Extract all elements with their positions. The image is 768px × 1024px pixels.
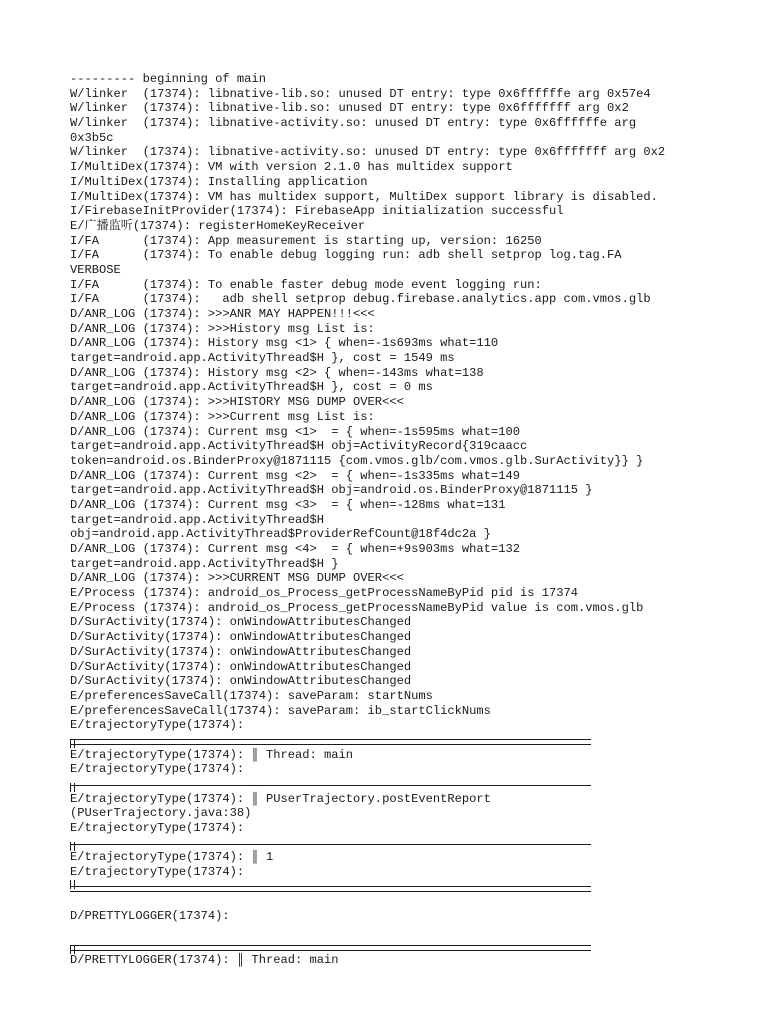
log-line: W/linker (17374): libnative-lib.so: unused DT entry: type 0x6fffffff arg 0x2 xyxy=(70,101,629,116)
box-border-line xyxy=(70,785,591,786)
log-line: D/ANR_LOG (17374): >>>ANR MAY HAPPEN!!!<<< xyxy=(70,307,375,321)
log-line: I/MultiDex(17374): Installing application xyxy=(70,174,368,189)
box-border-corner xyxy=(70,783,75,792)
box-border-rule-mid xyxy=(70,836,710,851)
box-border-rule-top xyxy=(70,733,710,748)
log-line: E/trajectoryType(17374): xyxy=(70,718,245,733)
log-line: D/ANR_LOG (17374): >>>History msg List is: xyxy=(70,321,375,336)
log-line: I/FA (17374): App measurement is starting up, version: 16250 xyxy=(70,233,542,248)
log-line: E/trajectoryType(17374): xyxy=(70,762,245,777)
blank-line xyxy=(70,895,710,910)
log-line: D/ANR_LOG (17374): >>>Current msg List is: xyxy=(70,409,375,424)
log-line: D/ANR_LOG (17374): Current msg <2> = { when=-1s335ms what=149 xyxy=(70,468,520,483)
log-line: E/trajectoryType(17374): xyxy=(70,865,245,880)
log-line: D/ANR_LOG (17374): History msg <1> { when=-1s693ms what=110 xyxy=(70,336,499,351)
log-line: E/preferencesSaveCall(17374): saveParam: startNums xyxy=(70,688,433,703)
log-line: E/trajectoryType(17374): ║ Thread: main xyxy=(70,747,354,762)
log-text-body xyxy=(70,72,710,968)
log-line: D/PRETTYLOGGER(17374): ║ Thread: main xyxy=(70,953,339,968)
log-line: VERBOSE xyxy=(70,262,121,277)
log-line: target=android.app.ActivityThread$H obj=ActivityRecord{319caacc xyxy=(70,439,528,454)
box-border-rule-mid xyxy=(70,777,710,792)
box-border-corner xyxy=(70,945,75,954)
log-line: D/SurActivity(17374): onWindowAttributesChanged xyxy=(70,644,412,659)
log-line: target=android.app.ActivityThread$H }, cost = 0 ms xyxy=(70,380,433,395)
log-line: D/ANR_LOG (17374): History msg <2> { when=-143ms what=138 xyxy=(70,365,484,380)
log-line: 0x3b5c xyxy=(70,130,114,145)
log-line: W/linker (17374): libnative-lib.so: unused DT entry: type 0x6ffffffe arg 0x57e4 xyxy=(70,86,651,101)
log-line: I/MultiDex(17374): VM with version 2.1.0 has multidex support xyxy=(70,160,513,175)
log-line: I/FirebaseInitProvider(17374): FirebaseApp initialization successful xyxy=(70,204,564,219)
log-line: target=android.app.ActivityThread$H } xyxy=(70,556,339,571)
log-line: target=android.app.ActivityThread$H xyxy=(70,512,325,527)
log-line: I/MultiDex(17374): VM has multidex support, MultiDex support library is disabled. xyxy=(70,189,658,204)
log-line: token=android.os.BinderProxy@1871115 {com.vmos.glb/com.vmos.glb.SurActivity}} } xyxy=(70,453,644,468)
blank-line xyxy=(70,924,710,939)
log-line: E/Process (17374): android_os_Process_getProcessNameByPid value is com.vmos.glb xyxy=(70,600,644,615)
log-line: D/SurActivity(17374): onWindowAttributesChanged xyxy=(70,659,412,674)
log-line: D/PRETTYLOGGER(17374): xyxy=(70,909,230,924)
log-line: obj=android.app.ActivityThread$ProviderRefCount@18f4dc2a } xyxy=(70,527,491,542)
box-border-rule-top xyxy=(70,939,710,954)
box-border-corner xyxy=(70,880,75,889)
log-line: D/ANR_LOG (17374): >>>CURRENT MSG DUMP OVER<<< xyxy=(70,571,404,586)
box-border-line xyxy=(70,945,591,951)
log-line: E/trajectoryType(17374): xyxy=(70,821,245,836)
box-border-corner xyxy=(70,842,75,851)
log-line: D/ANR_LOG (17374): Current msg <1> = { when=-1s595ms what=100 xyxy=(70,424,520,439)
log-line: W/linker (17374): libnative-activity.so: unused DT entry: type 0x6ffffffe arg xyxy=(70,116,637,131)
log-line: I/FA (17374): To enable faster debug mode event logging run: xyxy=(70,277,542,292)
box-border-line xyxy=(70,886,591,892)
log-line: target=android.app.ActivityThread$H }, cost = 1549 ms xyxy=(70,351,455,366)
log-line: E/trajectoryType(17374): ║ 1 xyxy=(70,850,274,865)
log-line: D/SurActivity(17374): onWindowAttributesChanged xyxy=(70,674,412,689)
log-line: I/FA (17374): adb shell setprop debug.firebase.analytics.app com.vmos.glb xyxy=(70,292,651,307)
log-line: W/linker (17374): libnative-activity.so: unused DT entry: type 0x6fffffff arg 0x2 xyxy=(70,145,666,160)
log-line: D/SurActivity(17374): onWindowAttributesChanged xyxy=(70,630,412,645)
log-line: D/ANR_LOG (17374): >>>HISTORY MSG DUMP OVER<<< xyxy=(70,395,404,410)
box-border-line xyxy=(70,739,591,745)
log-line: I/FA (17374): To enable debug logging run: adb shell setprop log.tag.FA xyxy=(70,248,622,263)
box-border-line xyxy=(70,844,591,845)
log-line: D/ANR_LOG (17374): Current msg <4> = { when=+9s903ms what=132 xyxy=(70,542,520,556)
log-line: E/trajectoryType(17374): ║ PUserTrajectory.postEventReport xyxy=(70,791,491,806)
log-line: E/Process (17374): android_os_Process_getProcessNameByPid pid is 17374 xyxy=(70,586,579,601)
log-line: E/preferencesSaveCall(17374): saveParam: ib_startClickNums xyxy=(70,703,491,718)
box-border-rule-bottom xyxy=(70,880,710,895)
log-line: (PUserTrajectory.java:38) xyxy=(70,806,252,821)
log-line: E/广播监听(17374): registerHomeKeyReceiver xyxy=(70,218,366,233)
log-line: D/SurActivity(17374): onWindowAttributesChanged xyxy=(70,615,412,630)
log-line: target=android.app.ActivityThread$H obj=android.os.BinderProxy@1871115 } xyxy=(70,483,593,498)
log-line: --------- beginning of main xyxy=(70,72,266,86)
log-line: D/ANR_LOG (17374): Current msg <3> = { when=-128ms what=131 xyxy=(70,497,506,512)
box-border-corner xyxy=(70,739,75,748)
